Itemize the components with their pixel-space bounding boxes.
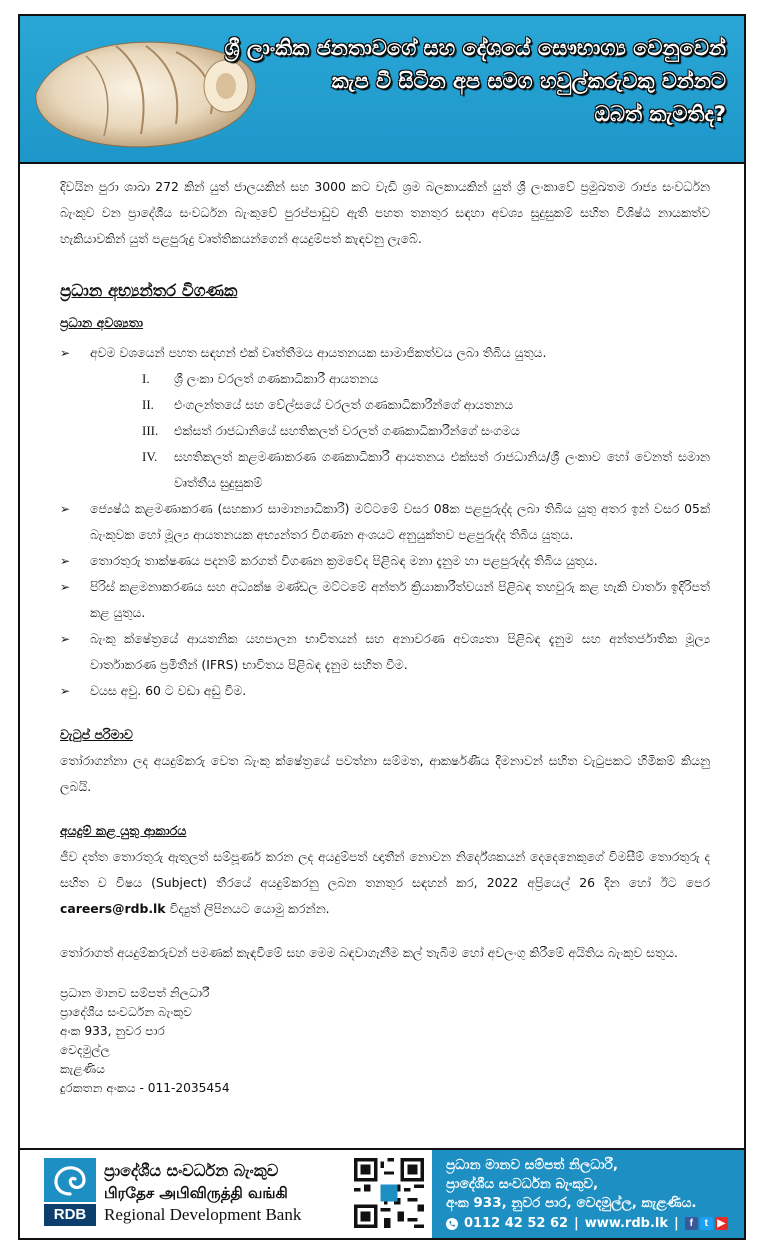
bank-names — [104, 1160, 301, 1226]
email-link[interactable]: careers@rdb.lk — [60, 901, 166, 916]
ad-body — [60, 174, 710, 1098]
list-item — [60, 340, 710, 496]
sub-number: III. — [142, 423, 159, 438]
footer — [20, 1148, 744, 1238]
requirement-text: වයස අවු. 60 ට වඩා අඩු වීම. — [90, 683, 247, 698]
position-title: ප්‍රධාන අභ්‍යන්තර විගණක — [60, 281, 238, 300]
address-line: දුරකතන අංකය - 011-2035454 — [60, 1081, 230, 1095]
list-item — [60, 548, 710, 574]
arrow-bullet-icon: ➢ — [60, 554, 71, 568]
advertisement-page — [18, 14, 746, 1240]
arrow-bullet-icon: ➢ — [60, 502, 71, 516]
apply-heading: අයදුම් කළ යුතු ආකාරය — [60, 823, 187, 838]
requirement-text: අවම වශයෙන් පහත සඳහන් එක් වෘත්තීමය ආයතනයක සාමාජිකත්වය ලබා තිබිය යුතුය. — [90, 345, 547, 360]
list-item — [142, 444, 710, 496]
postal-address — [60, 984, 710, 1098]
banner-headline — [206, 32, 726, 131]
salary-heading: වැටුප් පරිමාව — [60, 727, 133, 742]
arrow-bullet-icon: ➢ — [60, 346, 71, 360]
website-link[interactable]: www.rdb.lk — [584, 1216, 668, 1231]
address-line: ප්‍රාදේශීය සංවර්ධන බැංකුව — [60, 1005, 192, 1019]
intro-paragraph: දිවයින පුරා ශාඛා 272 කින් යුත් ජාලයකින් සහ 3000 කට වැඩි ශ්‍රම බලකායකින් යුත් ශ්‍රී ලංකාවේ ප්‍රමුඛතම රාජ්‍ය සංවර්ධන බැංකුව වන ප්‍රාදේශීය සංවර්ධන බැංකුවේ පුරප්පාඩුව ඇති පහත තනතුර සඳහා අවශ්‍ය සුදුසුකම් සහිත විශිෂ්ඨ නායකත්ව හැකියාවකින් යුත් පළපුරුදු වෘත්තිකයන්ගෙන් අයදුම්පත් කැඳවනු ලැබේ. — [60, 179, 710, 246]
apply-text-part: ජීව දත්ත තොරතුරු ඇතුලත් සම්පූර්ණ කරන ලද අයදුම්පත් ඥාතීන් නොවන නිර්දේශකයන් දෙදෙනෙකුගේ විමසීම් තොරතුරු ද සහිත ව විෂය (Subject) තීරයේ අයදුම්කරනු ලබන තනතුර සඳහන් කර, 2022 අප්‍රියෙල් 26 දින හෝ ඊට පෙර — [60, 849, 710, 890]
social-icons — [685, 1217, 728, 1230]
list-item — [142, 418, 710, 444]
phone-icon — [446, 1218, 458, 1230]
contact-address — [446, 1156, 697, 1213]
address-line: කැළණිය — [60, 1062, 106, 1076]
phone-number[interactable]: 0112 42 52 62 — [464, 1216, 569, 1231]
sub-number: I. — [142, 371, 150, 386]
address-line: අංක 933, නුවර පාර — [60, 1024, 165, 1038]
address-line: ප්‍රධාන මානව සම්පත් නිලධාරී — [60, 986, 210, 1000]
requirement-text: බැංකු ක්ෂේත්‍රයේ ආයතනික යහපාලන භාවිතයන් සහ අනාවරණ අවශ්‍යතා පිළිබඳ දැනුම සහ අන්තර්ජාතික මූල්‍ය වාර්තාකරණ ප්‍රමිතීන් (IFRS) භාවිතය පිළිබඳ දැනුම සහිත වීම. — [90, 631, 710, 672]
contact-line: ප්‍රධාන මානව සම්පත් නිලධාරී, — [446, 1157, 618, 1173]
contact-line: ප්‍රාදේශීය සංවර්ධන බැංකුව, — [446, 1176, 599, 1192]
sub-text: එංගලන්තයේ සහ වේල්සයේ වරලත් ගණකාධිකාරීන්ගේ ආයතනය — [174, 397, 514, 412]
banner-line-2: කැප වී සිටින අප සමග හවුල්කරුවකු වන්නට — [331, 69, 726, 93]
sub-text: සහතිකලත් කළමණාකරණ ගණකාධිකාරී ආයතනය එක්සත් රාජධානිය/ශ්‍රී ලංකාව හෝ වෙනත් සමාන වෘත්තීය සුදුසුකම් — [174, 449, 710, 490]
requirement-text: තොරතුරු තාක්ෂණය පදනම් කරගත් විගණන ක්‍රමවේද පිළිබඳ මනා දැනුම හා පළපුරුද්ද තිබිය යුතුය. — [90, 553, 598, 568]
list-item — [60, 574, 710, 626]
sub-text: ශ්‍රී ලංකා වරලත් ගණකාධිකාරී ආයතනය — [174, 371, 379, 386]
requirements-heading: ප්‍රධාන අවශ්‍යතා — [60, 315, 144, 330]
qr-code-icon[interactable] — [354, 1158, 424, 1228]
sub-text: එක්සත් රාජධානියේ සහතිකලත් වරලත් ගණකාධිකාරීන්ගේ සංගමය — [174, 423, 520, 438]
qualification-sublist — [90, 366, 710, 496]
banner-line-3: ඔබත් කැමතිද? — [594, 102, 726, 126]
separator: | — [574, 1216, 579, 1231]
contact-panel — [432, 1150, 744, 1238]
sub-number: II. — [142, 397, 154, 412]
twitter-icon[interactable]: t — [700, 1217, 713, 1230]
list-item — [60, 496, 710, 548]
bank-name-tamil: பிரதேச அபிவிருத்தி வங்கி — [104, 1184, 288, 1202]
apply-text — [60, 844, 710, 922]
facebook-icon[interactable]: f — [685, 1217, 698, 1230]
rdb-wordmark: RDB — [44, 1204, 96, 1226]
youtube-icon[interactable]: ▶ — [715, 1217, 728, 1230]
header-banner — [20, 16, 744, 164]
contact-line: අංක 933, නුවර පාර, වෙදමුල්ල, කැළණිය. — [446, 1195, 697, 1211]
address-line: වෙදමුල්ල — [60, 1043, 110, 1057]
list-item — [142, 366, 710, 392]
requirement-text: ජ්‍යෙෂ්ඨ කළමණාකරණ (සහකාර සාමාන්‍යාධිකාරී) මට්ටමේ වසර 08ක පළපුරුද්ද ලබා තිබිය යුතු අතර ඉන් වසර 05ක් බැංකුවක හෝ මූල්‍ය ආයතනයක අභ්‍යන්තර විගණන අංශයට අනුයුක්තව පළපුරුද්ද තිබිය යුතුය. — [90, 501, 710, 542]
list-item — [60, 678, 710, 704]
requirements-list — [60, 340, 710, 704]
arrow-bullet-icon: ➢ — [60, 632, 71, 646]
bank-name-sinhala: ප්‍රාදේශීය සංවර්ධන බැංකුව — [104, 1161, 279, 1180]
list-item — [142, 392, 710, 418]
list-item — [60, 626, 710, 678]
bank-name-english: Regional Development Bank — [104, 1205, 302, 1224]
arrow-bullet-icon: ➢ — [60, 580, 71, 594]
banner-line-1: ශ්‍රී ලාංකික ජනතාවගේ සහ දේශයේ සෞභාග්‍ය වෙනුවෙන් — [224, 36, 726, 60]
apply-text-part: විද්‍යුත් ලිපිනයට යොමු කරන්න. — [165, 901, 330, 916]
rdb-logo — [44, 1158, 96, 1228]
rights-notice: තෝරාගත් අයදුම්කරුවන් පමණක් කැඳවීමේ සහ මෙම බඳවාගැනීම කල් තැබීම හෝ අවලංගු කිරීමේ අයිතිය බැංකුව සතුය. — [60, 945, 678, 960]
arrow-bullet-icon: ➢ — [60, 684, 71, 698]
sub-number: IV. — [142, 449, 158, 464]
salary-text: තෝරාගන්නා ලද අයදුම්කරු වෙත බැංකු ක්ෂේත්‍රයේ පවත්නා සම්මත, ආකර්ෂණීය දීමනාවන් සහිත වැටුපකට හිමිකම් කියනු ලබයි. — [60, 753, 710, 794]
separator: | — [674, 1216, 679, 1231]
spiral-logo-icon — [44, 1158, 96, 1202]
contact-strip — [446, 1216, 728, 1231]
requirement-text: පිරිස් කළමනාකරණය සහ අධ්‍යක්ෂ මණ්ඩල මට්ටමේ අන්තර් ක්‍රියාකාරීත්වයන් පිළිබඳ තහවුරු කළ හැකි වාර්තා ඉදිරිපත් කළ යුතුය. — [90, 579, 710, 620]
